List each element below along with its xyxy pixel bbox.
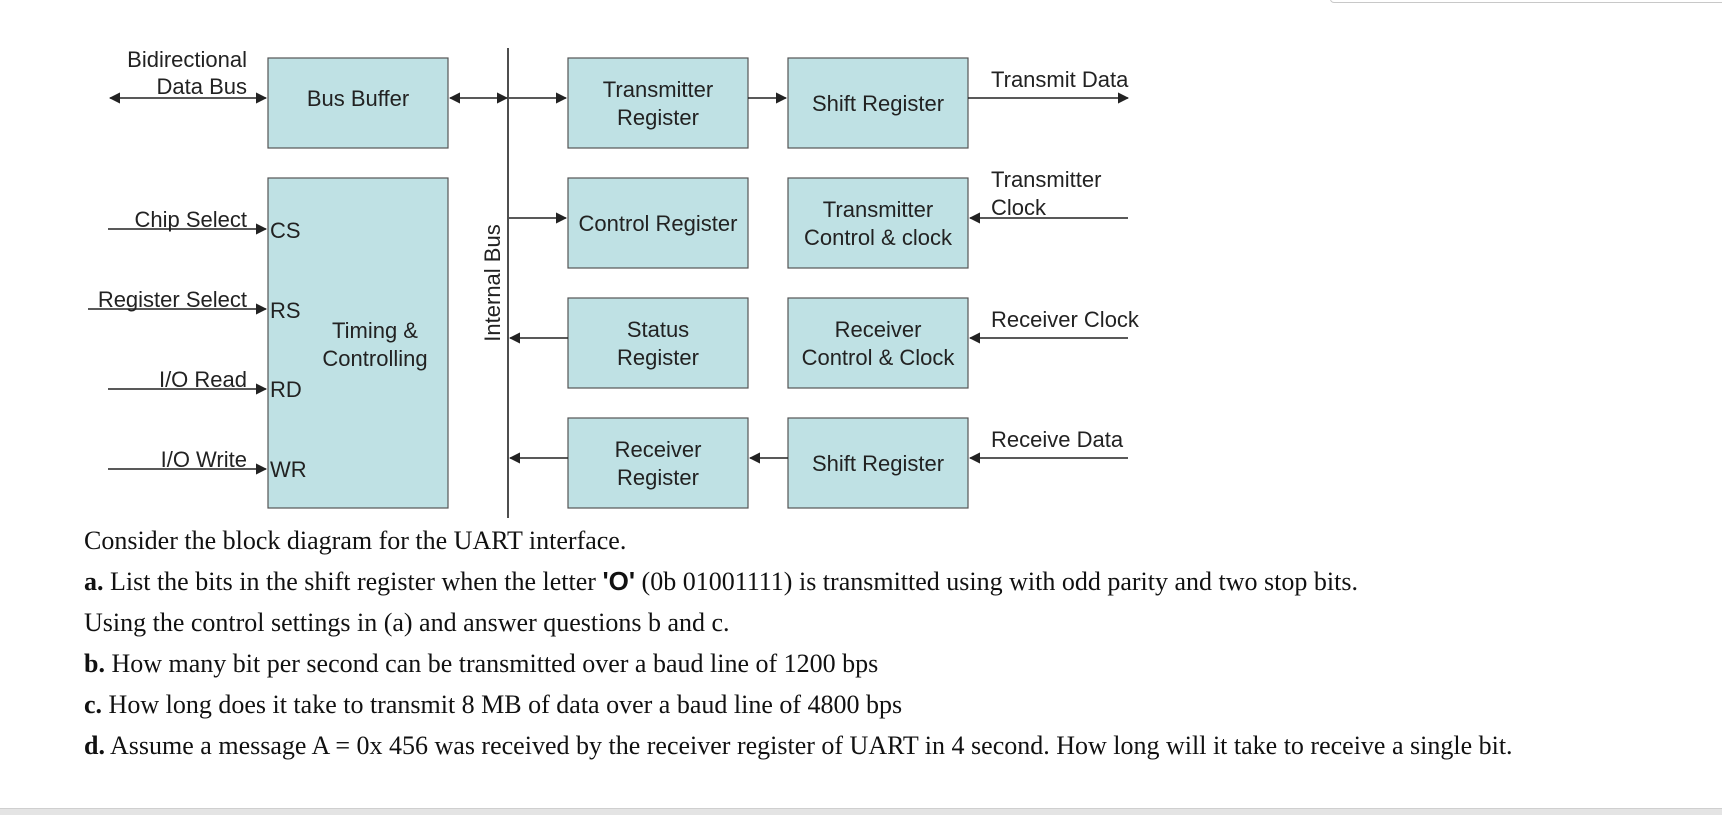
receiver-control-clock-block (788, 298, 968, 388)
shift-register-tx-label: Shift Register (811, 91, 945, 116)
receiver-control-clock-label-2: Control & Clock (801, 345, 955, 370)
shift-register-rx-label: Shift Register (811, 451, 945, 476)
internal-bus-label: Internal Bus (480, 224, 505, 342)
bidirectional-label-1: Bidirectional (127, 47, 247, 72)
transmitter-clock-label-1: Transmitter (991, 167, 1102, 192)
question-d (84, 731, 1644, 760)
status-register-label-1: Status (626, 317, 690, 342)
transmit-data-label: Transmit Data (991, 67, 1129, 92)
io-read-label: I/O Read (158, 367, 247, 392)
pin-rd-label: RD (270, 377, 302, 402)
question-b-letter: b. (84, 649, 105, 678)
transmitter-control-clock-block (788, 178, 968, 268)
intro-text: Consider the block diagram for the UART interface. (84, 526, 627, 555)
using-settings-text: Using the control settings in (a) and answer questions b and c. (84, 608, 730, 637)
transmitter-register-label-2: Register (617, 105, 699, 130)
transmitter-register-label-1: Transmitter (602, 77, 714, 102)
status-register-label-2: Register (617, 345, 699, 370)
timing-controlling-label-2: Controlling (322, 346, 428, 371)
timing-controlling-label-1: Timing & (332, 318, 418, 343)
question-text (84, 526, 1644, 772)
pin-wr-label: WR (270, 457, 307, 482)
receive-data-label: Receive Data (991, 427, 1124, 452)
transmitter-control-clock-label-2: Control & clock (804, 225, 952, 250)
receiver-clock-label: Receiver Clock (991, 307, 1139, 332)
chip-select-label: Chip Select (134, 207, 247, 232)
question-c-letter: c. (84, 690, 103, 719)
bus-buffer-label: Bus Buffer (306, 86, 410, 111)
question-a-post: (0b 01001111) is transmitted using with odd parity and two stop bits. (635, 567, 1358, 596)
receiver-control-clock-label-1: Receiver (834, 317, 922, 342)
question-a-pre: List the bits in the shift register when the letter (103, 567, 603, 596)
io-write-label: I/O Write (160, 447, 247, 472)
question-a (84, 567, 1644, 596)
question-d-text: Assume a message A = 0x 456 was received by the receiver register of UART in 4 second. How long will it take to receive a single bit. (104, 731, 1513, 760)
status-register-block (568, 298, 748, 388)
question-a-letter: a. (84, 567, 104, 596)
pin-rs-label: RS (270, 298, 301, 323)
control-register-label: Control Register (578, 211, 738, 236)
receiver-register-block (568, 418, 748, 508)
bidirectional-label-2: Data Bus (156, 74, 247, 99)
transmitter-register-block (568, 58, 748, 148)
question-c-text: How long does it take to transmit 8 MB of data over a baud line of 4800 bps (102, 690, 903, 719)
question-d-letter: d. (84, 731, 105, 760)
transmitter-clock-label-2: Clock (991, 195, 1047, 220)
receiver-register-label-1: Receiver (614, 437, 702, 462)
question-b-text: How many bit per second can be transmitted over a baud line of 1200 bps (104, 649, 879, 678)
question-b (84, 649, 1644, 678)
question-a-letter-o: 'O' (602, 566, 636, 596)
question-c (84, 690, 1644, 719)
receiver-register-label-2: Register (617, 465, 699, 490)
register-select-label: Register Select (97, 287, 247, 312)
pin-cs-label: CS (270, 218, 301, 243)
transmitter-control-clock-label-1: Transmitter (822, 197, 934, 222)
